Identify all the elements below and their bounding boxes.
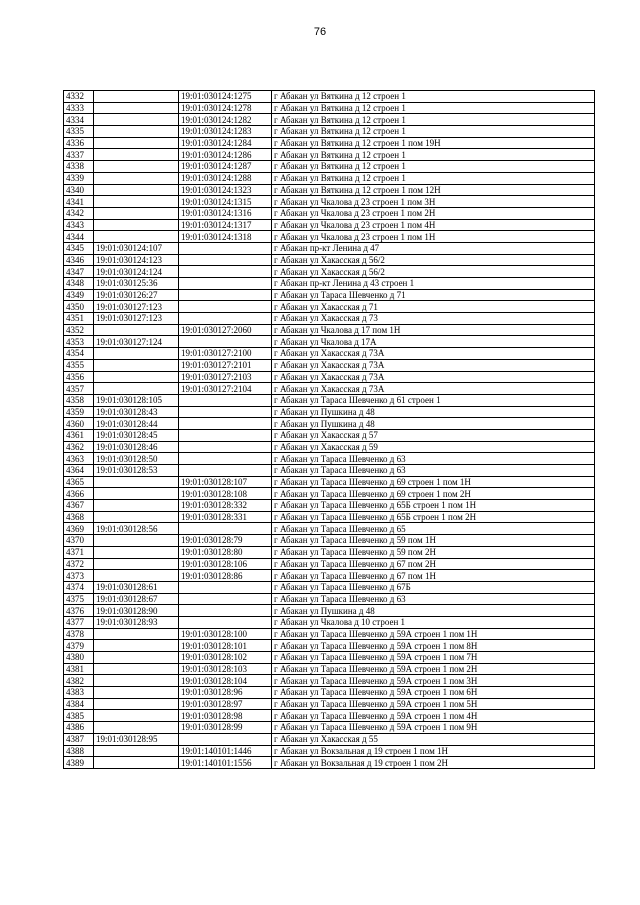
row-number-cell: 4353 (64, 336, 94, 348)
address-cell: г Абакан ул Хакасская д 71 (272, 301, 595, 313)
land-plot-cadastral-cell: 19:01:030125:36 (94, 278, 179, 290)
land-plot-cadastral-cell (94, 687, 179, 699)
table-row (64, 301, 595, 313)
address-cell: г Абакан ул Тараса Шевченко д 59А строен 1 пом 3Н (272, 675, 595, 687)
land-plot-cadastral-cell: 19:01:030128:93 (94, 616, 179, 628)
building-cadastral-cell: 19:01:030124:1275 (179, 91, 272, 103)
address-cell: г Абакан ул Тараса Шевченко д 67 пом 1Н (272, 570, 595, 582)
address-cell: г Абакан ул Тараса Шевченко д 63 (272, 453, 595, 465)
land-plot-cadastral-cell (94, 324, 179, 336)
row-number-cell: 4339 (64, 172, 94, 184)
row-number-cell: 4343 (64, 219, 94, 231)
address-cell: г Абакан ул Хакасская д 73А (272, 383, 595, 395)
land-plot-cadastral-cell (94, 535, 179, 547)
table-row (64, 184, 595, 196)
row-number-cell: 4368 (64, 511, 94, 523)
building-cadastral-cell (179, 301, 272, 313)
address-cell: г Абакан ул Тараса Шевченко д 59А строен 1 пом 5Н (272, 698, 595, 710)
table-row (64, 324, 595, 336)
land-plot-cadastral-cell: 19:01:030128:46 (94, 441, 179, 453)
table-row (64, 289, 595, 301)
address-cell: г Абакан ул Тараса Шевченко д 59А строен 1 пом 1Н (272, 628, 595, 640)
table-row (64, 570, 595, 582)
land-plot-cadastral-cell: 19:01:030128:53 (94, 465, 179, 477)
row-number-cell: 4337 (64, 149, 94, 161)
table-row (64, 745, 595, 757)
land-plot-cadastral-cell (94, 184, 179, 196)
land-plot-cadastral-cell (94, 511, 179, 523)
row-number-cell: 4365 (64, 476, 94, 488)
building-cadastral-cell: 19:01:030128:98 (179, 710, 272, 722)
address-cell: г Абакан ул Хакасская д 56/2 (272, 266, 595, 278)
address-cell: г Абакан ул Вяткина д 12 строен 1 пом 12Н (272, 184, 595, 196)
building-cadastral-cell (179, 336, 272, 348)
row-number-cell: 4389 (64, 757, 94, 769)
row-number-cell: 4387 (64, 733, 94, 745)
address-cell: г Абакан ул Вяткина д 12 строен 1 (272, 114, 595, 126)
row-number-cell: 4373 (64, 570, 94, 582)
row-number-cell: 4364 (64, 465, 94, 477)
address-cell: г Абакан ул Хакасская д 73 (272, 313, 595, 325)
row-number-cell: 4379 (64, 640, 94, 652)
land-plot-cadastral-cell (94, 745, 179, 757)
building-cadastral-cell: 19:01:030128:106 (179, 558, 272, 570)
building-cadastral-cell: 19:01:030124:1286 (179, 149, 272, 161)
address-cell: г Абакан ул Тараса Шевченко д 71 (272, 289, 595, 301)
row-number-cell: 4370 (64, 535, 94, 547)
table-row (64, 640, 595, 652)
table-row (64, 114, 595, 126)
building-cadastral-cell: 19:01:030124:1317 (179, 219, 272, 231)
row-number-cell: 4388 (64, 745, 94, 757)
land-plot-cadastral-cell (94, 102, 179, 114)
building-cadastral-cell (179, 453, 272, 465)
address-cell: г Абакан ул Тараса Шевченко д 63 (272, 465, 595, 477)
building-cadastral-cell: 19:01:030124:1316 (179, 207, 272, 219)
building-cadastral-cell: 19:01:030127:2104 (179, 383, 272, 395)
row-number-cell: 4367 (64, 500, 94, 512)
row-number-cell: 4346 (64, 254, 94, 266)
address-cell: г Абакан ул Хакасская д 56/2 (272, 254, 595, 266)
building-cadastral-cell (179, 266, 272, 278)
land-plot-cadastral-cell (94, 359, 179, 371)
building-cadastral-cell: 19:01:030127:2100 (179, 348, 272, 360)
row-number-cell: 4349 (64, 289, 94, 301)
table-row (64, 511, 595, 523)
address-cell: г Абакан ул Пушкина д 48 (272, 605, 595, 617)
table-row (64, 149, 595, 161)
address-cell: г Абакан ул Чкалова д 17 пом 1Н (272, 324, 595, 336)
table-row (64, 172, 595, 184)
address-cell: г Абакан ул Тараса Шевченко д 67 пом 2Н (272, 558, 595, 570)
land-plot-cadastral-cell: 19:01:030128:56 (94, 523, 179, 535)
address-cell: г Абакан ул Вяткина д 12 строен 1 (272, 91, 595, 103)
land-plot-cadastral-cell (94, 196, 179, 208)
building-cadastral-cell: 19:01:030124:1284 (179, 137, 272, 149)
land-plot-cadastral-cell (94, 652, 179, 664)
building-cadastral-cell (179, 733, 272, 745)
land-plot-cadastral-cell (94, 172, 179, 184)
land-plot-cadastral-cell: 19:01:030128:44 (94, 418, 179, 430)
table-row (64, 102, 595, 114)
address-cell: г Абакан ул Чкалова д 23 строен 1 пом 4Н (272, 219, 595, 231)
land-plot-cadastral-cell (94, 219, 179, 231)
row-number-cell: 4354 (64, 348, 94, 360)
row-number-cell: 4372 (64, 558, 94, 570)
address-cell: г Абакан ул Тараса Шевченко д 59 пом 1Н (272, 535, 595, 547)
address-cell: г Абакан ул Тараса Шевченко д 59А строен 1 пом 6Н (272, 687, 595, 699)
row-number-cell: 4360 (64, 418, 94, 430)
table-row (64, 558, 595, 570)
building-cadastral-cell (179, 278, 272, 290)
address-cell: г Абакан ул Хакасская д 73А (272, 359, 595, 371)
table-row (64, 137, 595, 149)
building-cadastral-cell (179, 289, 272, 301)
address-cell: г Абакан ул Тараса Шевченко д 65Б строен 1 пом 2Н (272, 511, 595, 523)
row-number-cell: 4366 (64, 488, 94, 500)
land-plot-cadastral-cell (94, 640, 179, 652)
address-cell: г Абакан ул Хакасская д 73А (272, 348, 595, 360)
building-cadastral-cell: 19:01:140101:1446 (179, 745, 272, 757)
table-row (64, 535, 595, 547)
building-cadastral-cell: 19:01:030128:99 (179, 722, 272, 734)
table-row (64, 500, 595, 512)
table-row (64, 394, 595, 406)
building-cadastral-cell: 19:01:030128:101 (179, 640, 272, 652)
table-row (64, 476, 595, 488)
land-plot-cadastral-cell: 19:01:030126:27 (94, 289, 179, 301)
address-cell: г Абакан ул Хакасская д 57 (272, 429, 595, 441)
row-number-cell: 4376 (64, 605, 94, 617)
address-cell: г Абакан ул Хакасская д 73А (272, 371, 595, 383)
building-cadastral-cell: 19:01:030128:80 (179, 546, 272, 558)
land-plot-cadastral-cell: 19:01:030124:124 (94, 266, 179, 278)
address-cell: г Абакан ул Вяткина д 12 строен 1 (272, 161, 595, 173)
building-cadastral-cell: 19:01:030127:2103 (179, 371, 272, 383)
row-number-cell: 4356 (64, 371, 94, 383)
land-plot-cadastral-cell (94, 698, 179, 710)
building-cadastral-cell: 19:01:030128:331 (179, 511, 272, 523)
building-cadastral-cell: 19:01:030124:1288 (179, 172, 272, 184)
table-row (64, 441, 595, 453)
row-number-cell: 4342 (64, 207, 94, 219)
table-row (64, 406, 595, 418)
land-plot-cadastral-cell (94, 207, 179, 219)
building-cadastral-cell: 19:01:030128:97 (179, 698, 272, 710)
address-cell: г Абакан ул Вяткина д 12 строен 1 (272, 149, 595, 161)
land-plot-cadastral-cell: 19:01:030124:107 (94, 242, 179, 254)
row-number-cell: 4350 (64, 301, 94, 313)
row-number-cell: 4358 (64, 394, 94, 406)
table-row (64, 488, 595, 500)
row-number-cell: 4332 (64, 91, 94, 103)
building-cadastral-cell (179, 254, 272, 266)
land-plot-cadastral-cell: 19:01:030128:90 (94, 605, 179, 617)
row-number-cell: 4340 (64, 184, 94, 196)
land-plot-cadastral-cell (94, 126, 179, 138)
building-cadastral-cell (179, 616, 272, 628)
row-number-cell: 4345 (64, 242, 94, 254)
address-cell: г Абакан ул Тараса Шевченко д 69 строен 1 пом 1Н (272, 476, 595, 488)
land-plot-cadastral-cell (94, 348, 179, 360)
land-plot-cadastral-cell: 19:01:030128:45 (94, 429, 179, 441)
row-number-cell: 4359 (64, 406, 94, 418)
land-plot-cadastral-cell (94, 500, 179, 512)
building-cadastral-cell: 19:01:030128:100 (179, 628, 272, 640)
table-row (64, 231, 595, 243)
row-number-cell: 4361 (64, 429, 94, 441)
table-row (64, 675, 595, 687)
row-number-cell: 4344 (64, 231, 94, 243)
table-row (64, 453, 595, 465)
land-plot-cadastral-cell: 19:01:030127:123 (94, 301, 179, 313)
building-cadastral-cell: 19:01:030124:1278 (179, 102, 272, 114)
row-number-cell: 4347 (64, 266, 94, 278)
address-cell: г Абакан ул Вяткина д 12 строен 1 (272, 102, 595, 114)
table-row (64, 278, 595, 290)
land-plot-cadastral-cell: 19:01:030128:67 (94, 593, 179, 605)
row-number-cell: 4374 (64, 581, 94, 593)
building-cadastral-cell (179, 394, 272, 406)
row-number-cell: 4351 (64, 313, 94, 325)
building-cadastral-cell: 19:01:030124:1315 (179, 196, 272, 208)
land-plot-cadastral-cell (94, 114, 179, 126)
row-number-cell: 4335 (64, 126, 94, 138)
address-cell: г Абакан ул Тараса Шевченко д 59А строен 1 пом 2Н (272, 663, 595, 675)
address-cell: г Абакан ул Хакасская д 55 (272, 733, 595, 745)
land-plot-cadastral-cell: 19:01:030128:50 (94, 453, 179, 465)
land-plot-cadastral-cell (94, 149, 179, 161)
land-plot-cadastral-cell (94, 675, 179, 687)
land-plot-cadastral-cell (94, 137, 179, 149)
table-row (64, 429, 595, 441)
table-row (64, 371, 595, 383)
building-cadastral-cell (179, 313, 272, 325)
building-cadastral-cell: 19:01:030128:86 (179, 570, 272, 582)
table-row (64, 757, 595, 769)
building-cadastral-cell: 19:01:030128:102 (179, 652, 272, 664)
land-plot-cadastral-cell: 19:01:030128:105 (94, 394, 179, 406)
building-cadastral-cell (179, 406, 272, 418)
land-plot-cadastral-cell: 19:01:030128:61 (94, 581, 179, 593)
building-cadastral-cell: 19:01:030127:2060 (179, 324, 272, 336)
table-row (64, 418, 595, 430)
address-cell: г Абакан пр-кт Ленина д 47 (272, 242, 595, 254)
building-cadastral-cell: 19:01:030128:104 (179, 675, 272, 687)
building-cadastral-cell: 19:01:030128:96 (179, 687, 272, 699)
row-number-cell: 4382 (64, 675, 94, 687)
building-cadastral-cell (179, 523, 272, 535)
row-number-cell: 4369 (64, 523, 94, 535)
land-plot-cadastral-cell: 19:01:030127:124 (94, 336, 179, 348)
building-cadastral-cell: 19:01:030128:332 (179, 500, 272, 512)
row-number-cell: 4384 (64, 698, 94, 710)
land-plot-cadastral-cell (94, 161, 179, 173)
table-row (64, 698, 595, 710)
table-row (64, 465, 595, 477)
address-cell: г Абакан ул Вяткина д 12 строен 1 (272, 172, 595, 184)
building-cadastral-cell (179, 605, 272, 617)
address-cell: г Абакан ул Тараса Шевченко д 69 строен 1 пом 2Н (272, 488, 595, 500)
address-cell: г Абакан ул Тараса Шевченко д 65 (272, 523, 595, 535)
land-plot-cadastral-cell (94, 710, 179, 722)
address-cell: г Абакан ул Тараса Шевченко д 59А строен 1 пом 7Н (272, 652, 595, 664)
address-cell: г Абакан ул Вяткина д 12 строен 1 (272, 126, 595, 138)
land-plot-cadastral-cell (94, 722, 179, 734)
property-registry-table (63, 90, 595, 769)
row-number-cell: 4375 (64, 593, 94, 605)
address-cell: г Абакан пр-кт Ленина д 43 строен 1 (272, 278, 595, 290)
building-cadastral-cell: 19:01:030127:2101 (179, 359, 272, 371)
table-row (64, 733, 595, 745)
land-plot-cadastral-cell (94, 488, 179, 500)
table-row (64, 266, 595, 278)
land-plot-cadastral-cell (94, 383, 179, 395)
table-row (64, 254, 595, 266)
building-cadastral-cell: 19:01:030128:103 (179, 663, 272, 675)
table-row (64, 628, 595, 640)
row-number-cell: 4348 (64, 278, 94, 290)
land-plot-cadastral-cell (94, 476, 179, 488)
building-cadastral-cell (179, 418, 272, 430)
table-row (64, 383, 595, 395)
table-row (64, 605, 595, 617)
address-cell: г Абакан ул Чкалова д 10 строен 1 (272, 616, 595, 628)
land-plot-cadastral-cell (94, 231, 179, 243)
address-cell: г Абакан ул Тараса Шевченко д 65Б строен 1 пом 1Н (272, 500, 595, 512)
address-cell: г Абакан ул Пушкина д 48 (272, 418, 595, 430)
table-row (64, 91, 595, 103)
table-row (64, 523, 595, 535)
table-row (64, 207, 595, 219)
table-row (64, 722, 595, 734)
row-number-cell: 4334 (64, 114, 94, 126)
table-row (64, 687, 595, 699)
address-cell: г Абакан ул Вокзальная д 19 строен 1 пом 2Н (272, 757, 595, 769)
row-number-cell: 4341 (64, 196, 94, 208)
row-number-cell: 4336 (64, 137, 94, 149)
land-plot-cadastral-cell (94, 628, 179, 640)
row-number-cell: 4386 (64, 722, 94, 734)
land-plot-cadastral-cell (94, 558, 179, 570)
address-cell: г Абакан ул Вяткина д 12 строен 1 пом 19Н (272, 137, 595, 149)
land-plot-cadastral-cell: 19:01:030127:123 (94, 313, 179, 325)
building-cadastral-cell: 19:01:030128:79 (179, 535, 272, 547)
building-cadastral-cell: 19:01:030124:1282 (179, 114, 272, 126)
table-row (64, 593, 595, 605)
registry-table-body (64, 91, 595, 769)
table-row (64, 652, 595, 664)
building-cadastral-cell (179, 441, 272, 453)
page-number: 76 (313, 26, 327, 38)
row-number-cell: 4385 (64, 710, 94, 722)
table-row (64, 196, 595, 208)
building-cadastral-cell: 19:01:030128:107 (179, 476, 272, 488)
table-row (64, 581, 595, 593)
building-cadastral-cell: 19:01:030128:108 (179, 488, 272, 500)
land-plot-cadastral-cell (94, 371, 179, 383)
building-cadastral-cell: 19:01:030124:1318 (179, 231, 272, 243)
table-row (64, 126, 595, 138)
address-cell: г Абакан ул Чкалова д 23 строен 1 пом 1Н (272, 231, 595, 243)
table-row (64, 161, 595, 173)
table-row (64, 616, 595, 628)
land-plot-cadastral-cell: 19:01:030128:43 (94, 406, 179, 418)
table-row (64, 546, 595, 558)
address-cell: г Абакан ул Чкалова д 23 строен 1 пом 3Н (272, 196, 595, 208)
land-plot-cadastral-cell: 19:01:030128:95 (94, 733, 179, 745)
row-number-cell: 4363 (64, 453, 94, 465)
row-number-cell: 4383 (64, 687, 94, 699)
building-cadastral-cell (179, 581, 272, 593)
row-number-cell: 4357 (64, 383, 94, 395)
building-cadastral-cell: 19:01:030124:1287 (179, 161, 272, 173)
row-number-cell: 4362 (64, 441, 94, 453)
row-number-cell: 4338 (64, 161, 94, 173)
address-cell: г Абакан ул Тараса Шевченко д 59А строен 1 пом 9Н (272, 722, 595, 734)
address-cell: г Абакан ул Тараса Шевченко д 63 (272, 593, 595, 605)
address-cell: г Абакан ул Тараса Шевченко д 59А строен 1 пом 8Н (272, 640, 595, 652)
table-row (64, 710, 595, 722)
building-cadastral-cell: 19:01:140101:1556 (179, 757, 272, 769)
row-number-cell: 4380 (64, 652, 94, 664)
address-cell: г Абакан ул Чкалова д 17А (272, 336, 595, 348)
address-cell: г Абакан ул Вокзальная д 19 строен 1 пом 1Н (272, 745, 595, 757)
land-plot-cadastral-cell (94, 91, 179, 103)
table-row (64, 313, 595, 325)
table-row (64, 219, 595, 231)
address-cell: г Абакан ул Тараса Шевченко д 59 пом 2Н (272, 546, 595, 558)
address-cell: г Абакан ул Чкалова д 23 строен 1 пом 2Н (272, 207, 595, 219)
building-cadastral-cell (179, 242, 272, 254)
address-cell: г Абакан ул Тараса Шевченко д 59А строен 1 пом 4Н (272, 710, 595, 722)
table-row (64, 336, 595, 348)
land-plot-cadastral-cell (94, 757, 179, 769)
row-number-cell: 4355 (64, 359, 94, 371)
building-cadastral-cell: 19:01:030124:1323 (179, 184, 272, 196)
address-cell: г Абакан ул Тараса Шевченко д 67Б (272, 581, 595, 593)
row-number-cell: 4377 (64, 616, 94, 628)
table-row (64, 663, 595, 675)
row-number-cell: 4381 (64, 663, 94, 675)
land-plot-cadastral-cell (94, 570, 179, 582)
address-cell: г Абакан ул Тараса Шевченко д 61 строен 1 (272, 394, 595, 406)
building-cadastral-cell: 19:01:030124:1283 (179, 126, 272, 138)
table-row (64, 242, 595, 254)
building-cadastral-cell (179, 465, 272, 477)
row-number-cell: 4371 (64, 546, 94, 558)
building-cadastral-cell (179, 593, 272, 605)
table-row (64, 348, 595, 360)
land-plot-cadastral-cell (94, 663, 179, 675)
land-plot-cadastral-cell (94, 546, 179, 558)
row-number-cell: 4352 (64, 324, 94, 336)
table-row (64, 359, 595, 371)
row-number-cell: 4333 (64, 102, 94, 114)
land-plot-cadastral-cell: 19:01:030124:123 (94, 254, 179, 266)
address-cell: г Абакан ул Хакасская д 59 (272, 441, 595, 453)
row-number-cell: 4378 (64, 628, 94, 640)
address-cell: г Абакан ул Пушкина д 48 (272, 406, 595, 418)
building-cadastral-cell (179, 429, 272, 441)
